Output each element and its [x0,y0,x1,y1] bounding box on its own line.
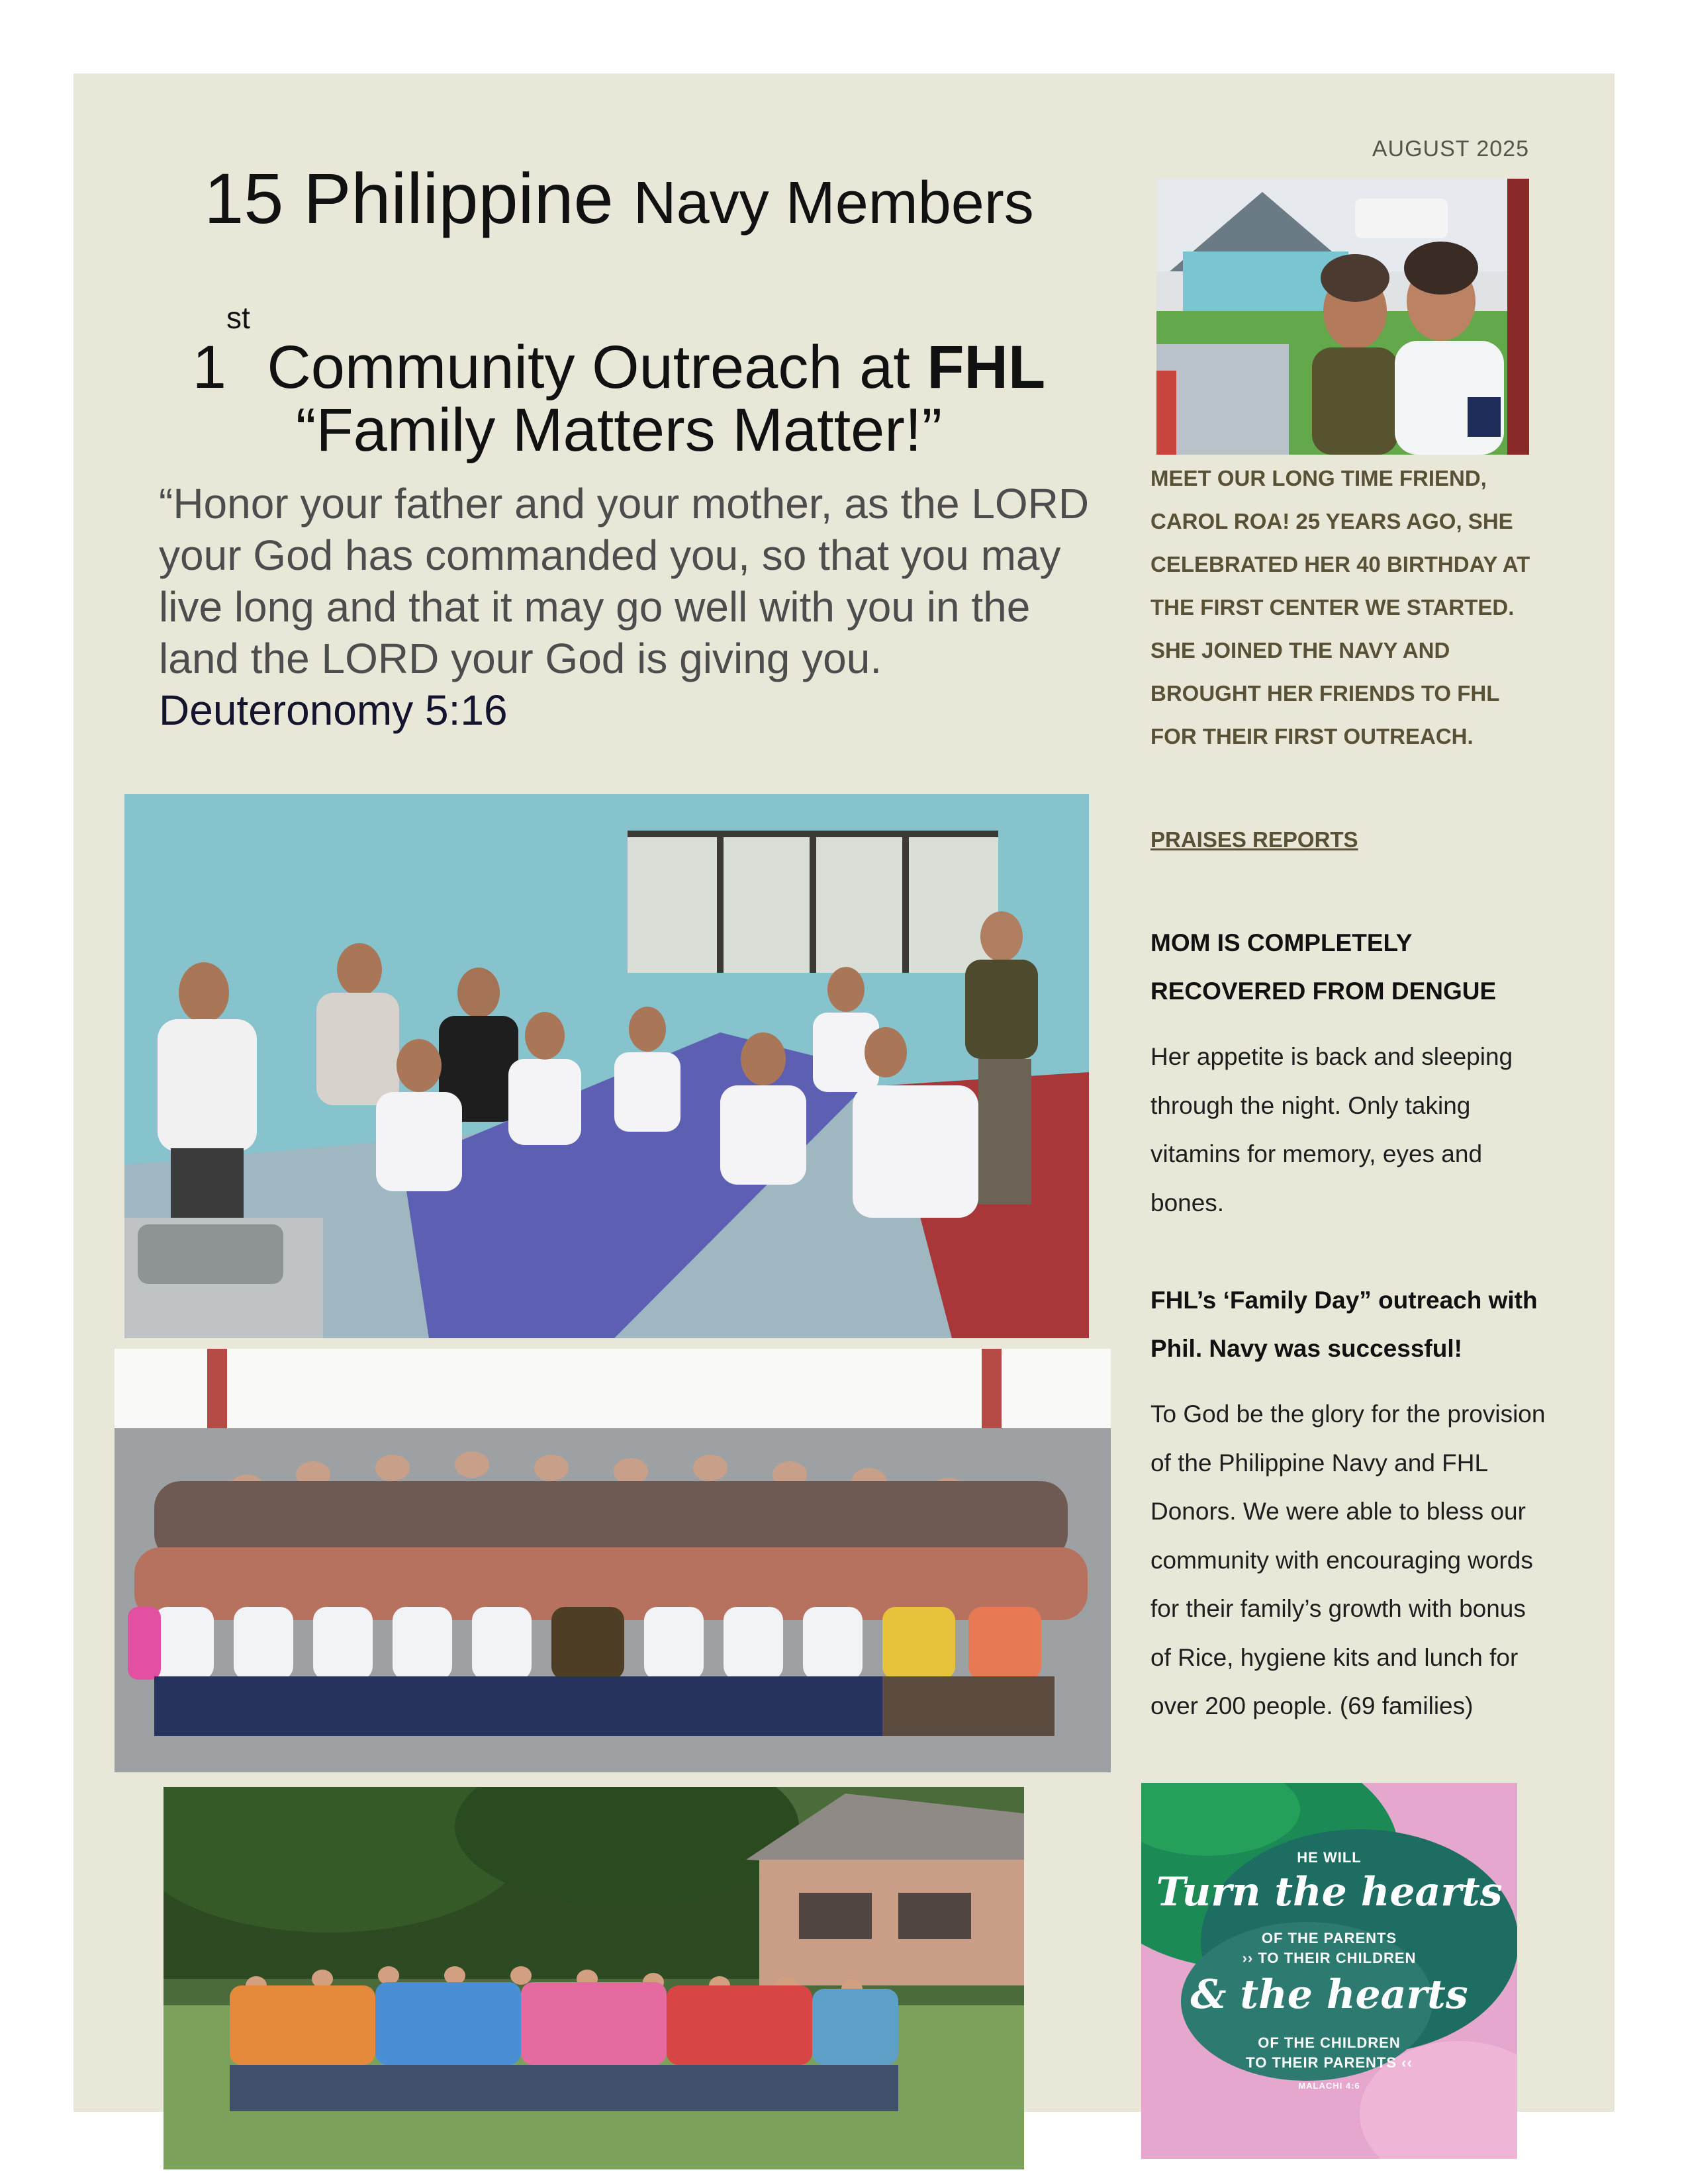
poster-line: OF THE CHILDREN [1258,2034,1401,2051]
malachi-verse-poster [1141,1783,1517,2159]
headline-slogan: “Family Matters Matter!” [295,396,943,464]
poster-script-line: Turn the hearts [1156,1869,1503,1915]
poster-line: TO THEIR PARENTS ‹‹ [1246,2054,1413,2071]
headline-small-text: Navy Members [633,170,1034,236]
headline-fhl: FHL [927,334,1046,401]
photo-two-women [1156,179,1529,455]
poster-reference: MALACHI 4:6 [1298,2081,1360,2091]
headline-line-1 [106,149,1132,253]
photo-dining-room [124,794,1089,1338]
verse-text: “Honor your father and your mother, as the LORD your God has commanded you, so that you may live long and that it may go well with you in the land the LORD your God is giving you. [159,480,1090,682]
photo-children-group [164,1787,1024,2169]
friend-caption: MEET OUR LONG TIME FRIEND, CAROL ROA! 25 YEARS AGO, SHE CELEBRATED HER 40 BIRTHDAY AT THE FIRST CENTER WE STARTED. SHE JOINED THE NAVY AND BROUGHT HER FRIENDS TO FHL FOR THEIR FIRST OUTREACH. [1150,466,1530,749]
praise-reports-heading: PRAISES REPORTS [1150,827,1358,852]
headline-big-text: 15 Philippine [204,158,614,238]
poster-line: HE WILL [1297,1849,1362,1866]
photo-community-gathering [115,1349,1111,1772]
headline-ordinal-number: 1 [192,334,226,401]
poster-line: ›› TO THEIR CHILDREN [1242,1950,1417,1966]
issue-date: AUGUST 2025 [1372,136,1529,161]
poster-line: OF THE PARENTS [1261,1930,1397,1946]
bible-verse [159,478,1099,736]
praise-item-title: MOM IS COMPLETELY RECOVERED FROM DENGUE [1150,929,1497,1005]
praise-item-title: FHL’s ‘Family Day” outreach with Phil. Navy was successful! [1150,1287,1538,1362]
headline-outreach-text: Community Outreach at [267,334,910,401]
verse-reference: Deuteronomy 5:16 [159,686,508,734]
poster-script-line: & the hearts [1190,1972,1468,2018]
headline-ordinal-suffix: st [226,300,250,335]
praise-item-body: To God be the glory for the provision of the Philippine Navy and FHL Donors. We were able to bless our community with encouraging words for their family’s growth with bonus of Rice, hygiene kits and lunch for over 200 people. (69 families) [1150,1400,1546,1719]
praise-item-body: Her appetite is back and sleeping through the night. Only taking vitamins for memory, eyes and bones. [1150,1043,1513,1216]
